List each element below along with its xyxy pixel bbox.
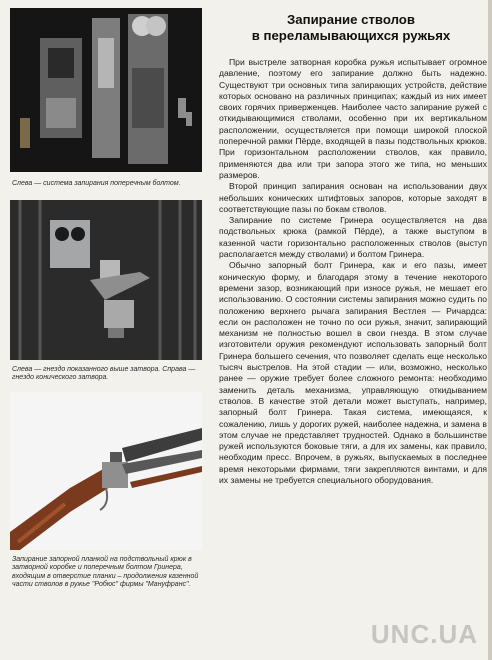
paragraph: Обычно запорный болт Гринера, как и его пазы, имеет коническую форму, и благодаря этому в течение некоторого времени зазор, возникающий при износе ружья, не мешает его использованию. О состоянии системы запирания можно судить по положению верхнего рычага запирания Вестлея — Ричардса: если он расположен не точно по оси ружья, значит, запирающий механизм не полностью вошел в свои гнезда. В этом случае изготовители оружия рекомендуют использовать запорный болт Гринера большего сечения, что позволяет сделать еще несколько тысяч выстрелов. На этой стадии — или, возможно, несколько ранее — оружие требует более сложного ремонта: необходимо заменить деталь механизма, управляющую откидыванием стволов. В качестве этой детали может выступать, например, запорный болт Гринера. Такая система, имеющаяся, к сожалению, лишь у дорогих ружей, наиболее надежна, и замена в этом случае не представляет трудностей. Однако в большинстве ружей используются боковые тяги, а для их замены, как правило, необходим пресс. Впрочем, в ружьях, выпускаемых в последнее время некоторыми фирмами, тяги закрепляются винтами, и для их замены не требуется специального оборудования.: [219, 260, 487, 485]
watermark: UNC.UA: [370, 619, 478, 649]
title-line-2: в переламывающихся ружьях: [251, 28, 451, 43]
paragraph: Запирание по системе Гринера осуществляется на два подствольных крюка (рамкой Пёрде), а также выступом в казенной части горизонтально расположенных стволов (выступ располагается между стволами) и болтом Гринера.: [219, 215, 487, 260]
breech-socket-photo: [10, 200, 202, 360]
shotgun-photo: [10, 392, 202, 550]
paragraph: Второй принцип запирания основан на использовании двух небольших конических штифтовых запоров, которые заходят в соответствующие пазы по бокам стволов.: [219, 181, 487, 214]
article-body: [219, 57, 487, 486]
title-line-1: Запирание стволов: [287, 12, 415, 27]
paragraph: При выстреле затворная коробка ружья испытывает огромное давление, поэтому его запирание должно быть надежно. Существуют три основных типа запирающих устройств, действие которых основано на различных принципах; каждый из них имеет своих горячих приверженцев. Наиболее часто запирание ружей с откидывающимися стволами, особенно при их вертикальном расположении, осуществляется при помощи широкой плоской поперечной рамки Пёрде, входящей в пазы подствольных крюков. При горизонтальном расположении стволов, как правило, применяются два или три запора этого же типа, но меньших размеров.: [219, 57, 487, 180]
page-edge: [488, 0, 492, 660]
photo-caption-3: Запирание запорной планкой на подствольный крюк в затворной коробке и поперечным болтом Гринера, входящим в отверстие планки – продолжения казенной части стволов в ружье "Робюс" фирмы "Мануфранс".: [12, 556, 199, 589]
breech-mechanism-photo: [10, 8, 202, 172]
article-title: [220, 12, 482, 44]
photo-caption-2: Слева — гнездо показанного выше затвора. Справа — гнездо конического затвора.: [12, 366, 196, 382]
photo-caption-1: Слева — система запирания поперечным болтом.: [12, 180, 181, 187]
